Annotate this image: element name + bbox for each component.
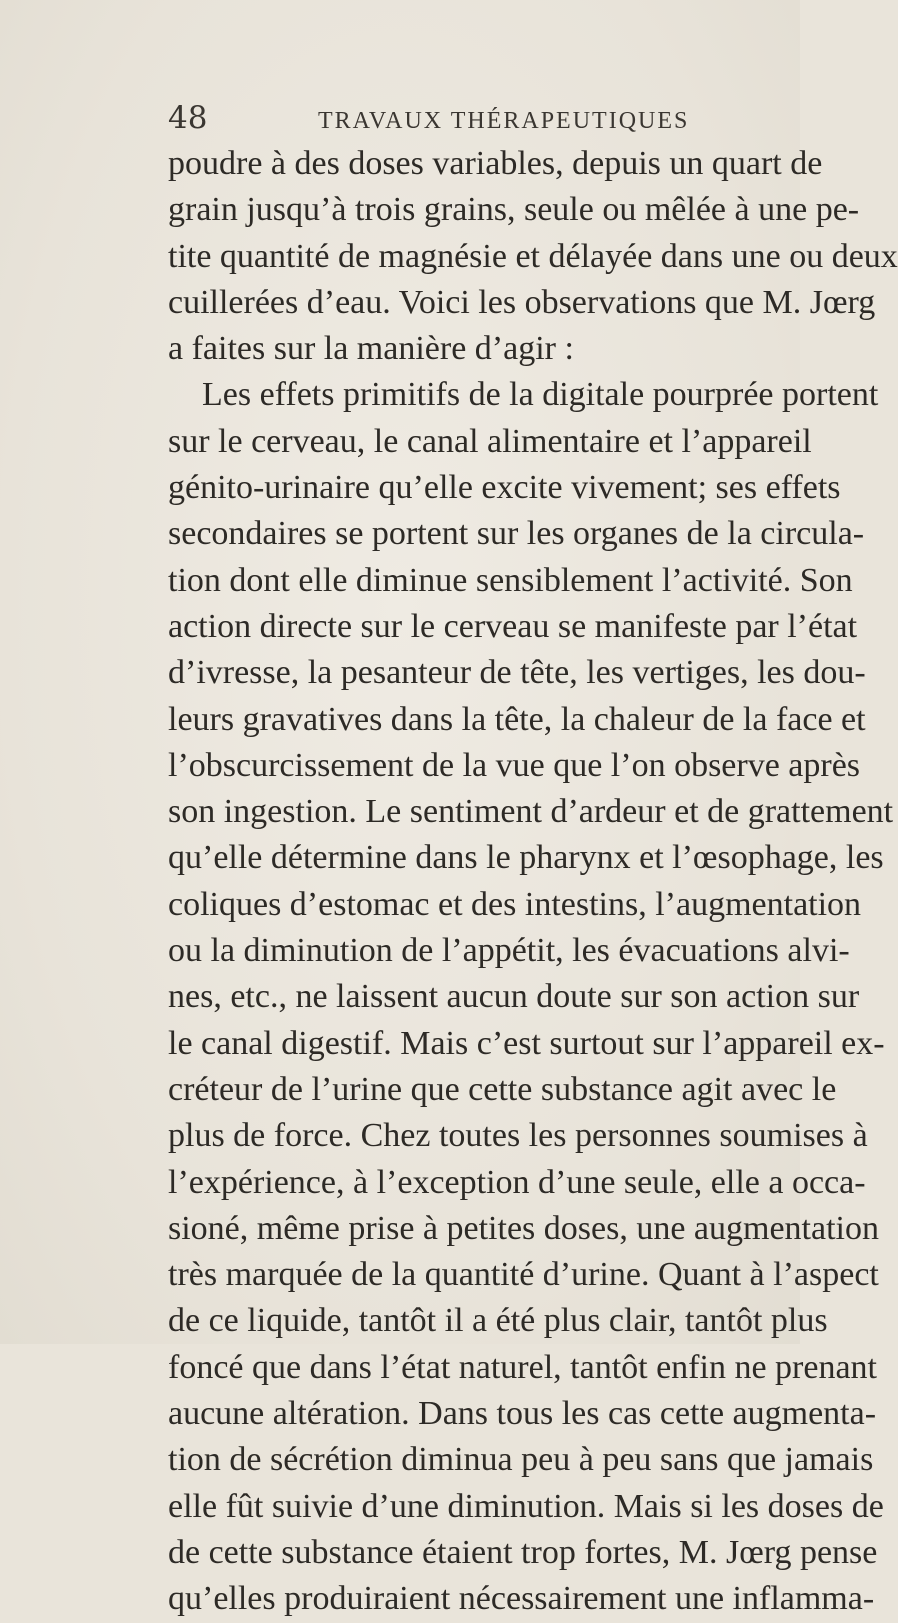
text-line: cuillerées d’eau. Voici les observations que M. Jœrg [168, 283, 876, 321]
running-head [0, 100, 800, 136]
text-line: poudre à des doses variables, depuis un quart de [168, 145, 823, 182]
text-line: qu’elle détermine dans le pharynx et l’œsophage, les [168, 839, 884, 877]
text-line: tite quantité de magnésie et délayée dans une ou deux [168, 237, 898, 275]
text-line: le canal digestif. Mais c’est surtout sur l’appareil ex- [168, 1024, 885, 1062]
text-line: l’obscurcissement de la vue que l’on observe après [168, 746, 861, 784]
text-line: créteur de l’urine que cette substance agit avec le [168, 1070, 837, 1108]
text-line: leurs gravatives dans la tête, la chaleur de la face et [168, 700, 866, 738]
text-line: sioné, même prise à petites doses, une augmentation [168, 1209, 879, 1247]
text-line: a faites sur la manière d’agir : [168, 330, 574, 368]
text-line: tion dont elle diminue sensiblement l’activité. Son [168, 561, 853, 599]
page-number: 48 [168, 100, 208, 136]
text-line: foncé que dans l’état naturel, tantôt enfin ne prenant [168, 1348, 877, 1386]
text-line: très marquée de la quantité d’urine. Quant à l’aspect [168, 1256, 879, 1294]
running-title: TRAVAUX THÉRAPEUTIQUES [318, 108, 690, 134]
text-line: génito-urinaire qu’elle excite vivement; ses effets [168, 469, 841, 507]
text-line: qu’elles produiraient nécessairement une inflamma- [168, 1580, 875, 1618]
text-line: tion de sécrétion diminua peu à peu sans que jamais [168, 1441, 874, 1479]
text-line: d’ivresse, la pesanteur de tête, les vertiges, les dou- [168, 654, 866, 692]
text-line: son ingestion. Le sentiment d’ardeur et de grattement [168, 793, 894, 831]
text-line: de ce liquide, tantôt il a été plus clair, tantôt plus [168, 1302, 828, 1340]
text-line: Les effets primitifs de la digitale pourprée portent [168, 376, 879, 414]
text-line: plus de force. Chez toutes les personnes soumises à [168, 1117, 868, 1155]
text-line: coliques d’estomac et des intestins, l’augmentation [168, 885, 862, 923]
text-line: ou la diminution de l’appétit, les évacuations alvi- [168, 932, 850, 970]
text-line: l’expérience, à l’exception d’une seule, elle a occa- [168, 1163, 866, 1201]
text-line: aucune altération. Dans tous les cas cette augmenta- [168, 1395, 877, 1433]
text-line: de cette substance étaient trop fortes, M. Jœrg pense [168, 1533, 878, 1571]
text-line: secondaires se portent sur les organes de la circula- [168, 515, 865, 553]
text-line: grain jusqu’à trois grains, seule ou mêlée à une pe- [168, 191, 860, 229]
body-text [168, 141, 898, 1623]
text-line: nes, etc., ne laissent aucun doute sur son action sur [168, 978, 860, 1016]
text-line: sur le cerveau, le canal alimentaire et l’appareil [168, 422, 812, 460]
text-line: action directe sur le cerveau se manifeste par l’état [168, 607, 858, 645]
text-line: elle fût suivie d’une diminution. Mais si les doses de [168, 1487, 884, 1525]
